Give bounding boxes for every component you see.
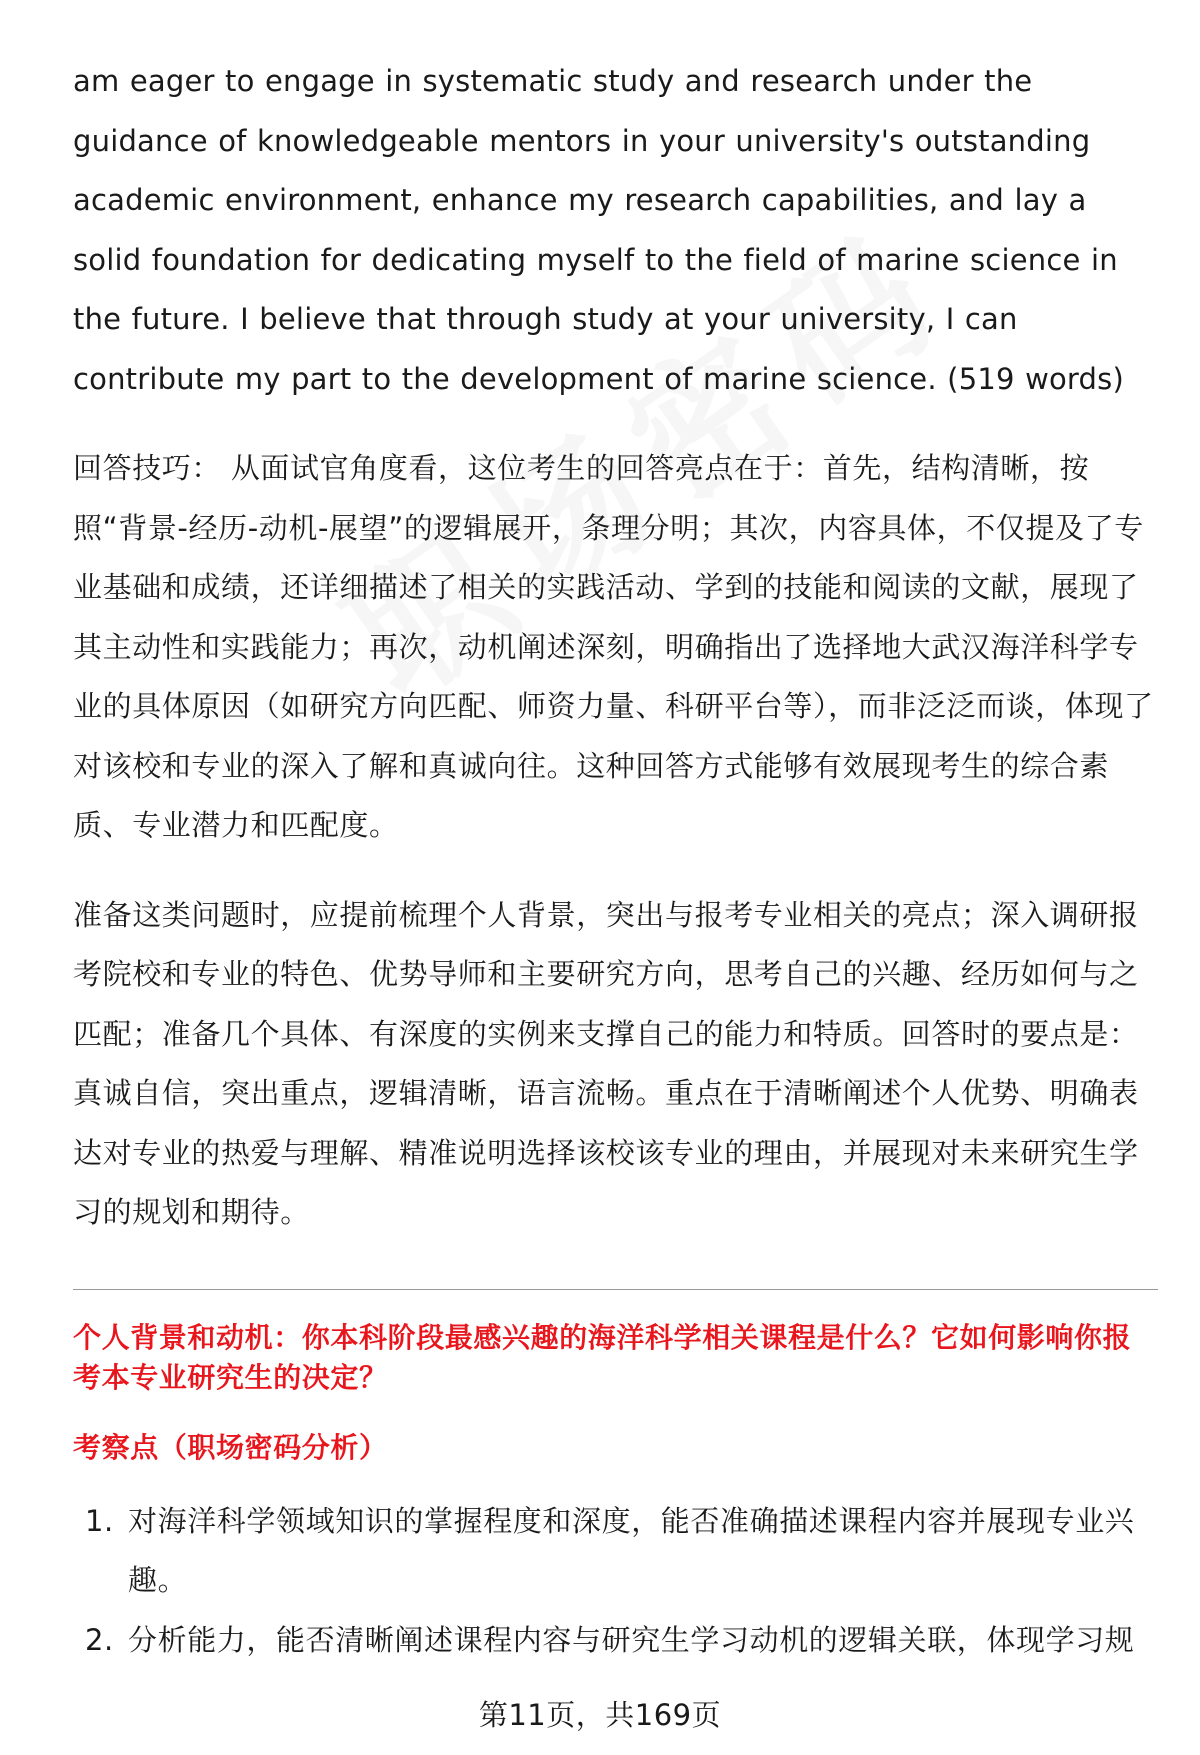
assessment-points-title: 考察点（职场密码分析） (73, 1430, 388, 1464)
list-item-number: 2. (85, 1622, 114, 1657)
answer-closing-paragraph: am eager to engage in systematic study and research under the guidance of knowledgeable mentors in your university's outstanding academic environment, enhance my research capabilities, and lay a solid foundation for dedicating myself to the field of marine science in the future. I believe that through study at your university, I can contribute my part to the development of marine science. (519 words) (73, 64, 1124, 396)
assessment-points-list (73, 1492, 1158, 1671)
list-item-number: 1. (85, 1503, 114, 1538)
answer-tips-paragraph: 回答技巧： 从面试官角度看，这位考生的回答亮点在于：首先，结构清晰，按照“背景-经历-动机-展望”的逻辑展开，条理分明；其次，内容具体，不仅提及了专业基础和成绩，还详细描述了相关的实践活动、学到的技能和阅读的文献，展现了其主动性和实践能力；再次，动机阐述深刻，明确指出了选择地大武汉海洋科学专业的具体原因（如研究方向匹配、师资力量、科研平台等），而非泛泛而谈，体现了对该校和专业的深入了解和真诚向往。这种回答方式能够有效展现考生的综合素质、专业潜力和匹配度。 (73, 451, 1154, 842)
document-page (73, 52, 1158, 1670)
interview-question: 个人背景和动机：你本科阶段最感兴趣的海洋科学相关课程是什么？它如何影响你报考本专业研究生的决定？ (73, 1320, 1132, 1394)
section-divider (73, 1289, 1158, 1290)
page-number-footer: 第11页，共169页 (478, 1698, 722, 1732)
preparation-advice-paragraph: 准备这类问题时，应提前梳理个人背景，突出与报考专业相关的亮点；深入调研报考院校和专业的特色、优势导师和主要研究方向，思考自己的兴趣、经历如何与之匹配；准备几个具体、有深度的实例来支撑自己的能力和特质。回答时的要点是：真诚自信，突出重点，逻辑清晰，语言流畅。重点在于清晰阐述个人优势、明确表达对专业的热爱与理解、精准说明选择该校该专业的理由，并展现对未来研究生学习的规划和期待。 (73, 897, 1139, 1229)
list-item-text: 对海洋科学领域知识的掌握程度和深度，能否准确描述课程内容并展现专业兴趣。 (128, 1503, 1135, 1597)
list-item-text: 分析能力，能否清晰阐述课程内容与研究生学习动机的逻辑关联，体现学习规 (128, 1622, 1135, 1657)
list-item (73, 1492, 1158, 1611)
list-item (73, 1611, 1158, 1671)
